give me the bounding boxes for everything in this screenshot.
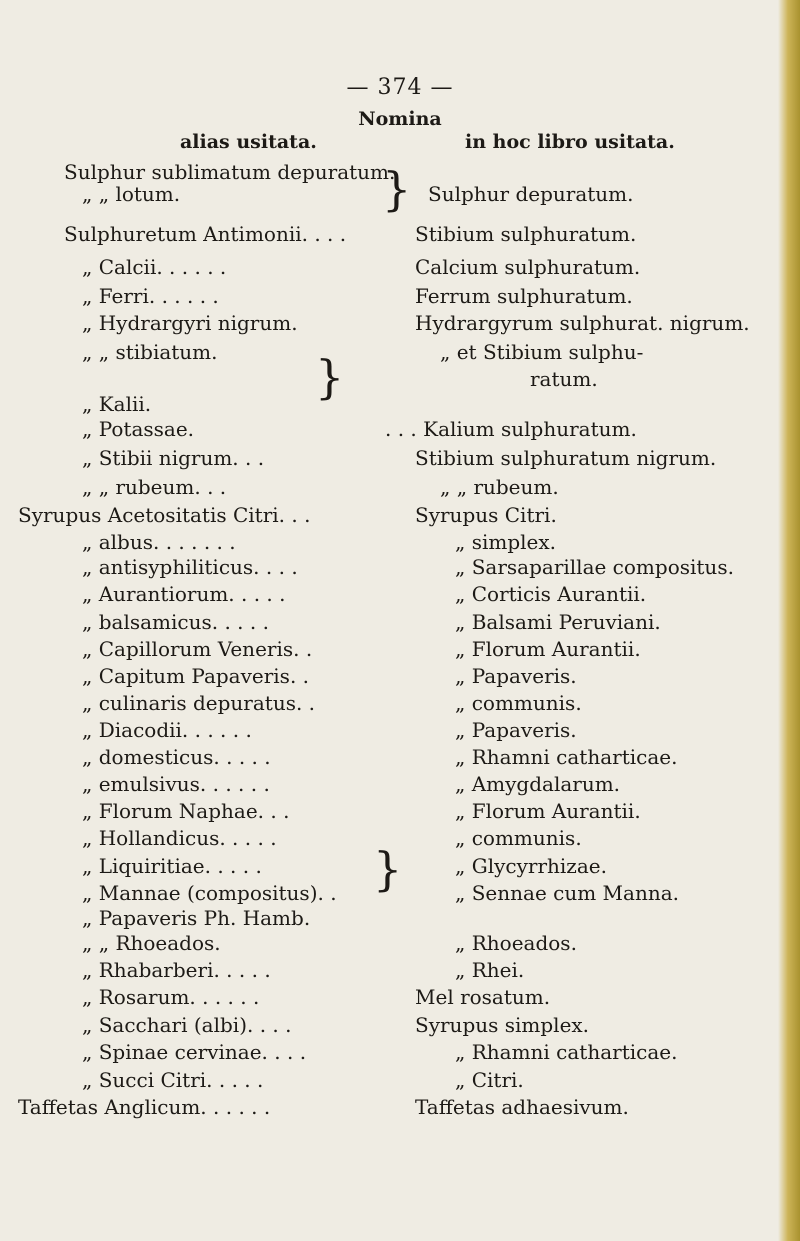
row-25-alias: „ Liquiritiae. . . . . — [82, 854, 262, 878]
row-17-alias: „ Capillorum Veneris. . — [82, 637, 313, 661]
row-25-name: „ Glycyrrhizae. — [455, 854, 607, 878]
row-19-name: „ communis. — [455, 691, 582, 715]
brace-kalii: } — [315, 350, 345, 404]
row-17-name: „ Florum Aurantii. — [455, 637, 641, 661]
row-18-name: „ Papaveris. — [455, 664, 577, 688]
row-26-name: „ Sennae cum Manna. — [455, 881, 679, 905]
row-10-name: Stibium sulphuratum nigrum. — [415, 446, 717, 470]
row-5-name: Hydrargyrum sulphurat. nigrum. — [415, 311, 750, 335]
row-22-alias: „ emulsivus. . . . . . — [82, 772, 270, 796]
brace-papaveris: } — [373, 842, 403, 896]
row-7-name: ratum. — [530, 367, 598, 391]
row-11-alias: „ „ rubeum. . . — [82, 475, 227, 499]
left-column-title: alias usitata. — [180, 131, 317, 153]
brace-sulphur: } — [382, 162, 412, 216]
page-edge — [778, 0, 800, 1241]
row-34-alias: Taffetas Anglicum. . . . . . — [18, 1095, 271, 1119]
row-12-name: Syrupus Citri. — [415, 503, 557, 527]
row-29-alias: „ Rhabarberi. . . . . — [82, 958, 271, 982]
row-23-name: „ Florum Aurantii. — [455, 799, 641, 823]
row-9-alias: „ Potassae. — [82, 417, 195, 441]
row-16-alias: „ balsamicus. . . . . — [82, 610, 269, 634]
page-number: — 374 — — [346, 75, 454, 100]
row-13-alias: „ albus. . . . . . . — [82, 530, 236, 554]
row-24-name: „ communis. — [455, 826, 582, 850]
row-34-name: Taffetas adhaesivum. — [415, 1095, 629, 1119]
row-30-name: Mel rosatum. — [415, 985, 551, 1009]
section-heading: Nomina — [358, 108, 442, 130]
row-23-alias: „ Florum Naphae. . . — [82, 799, 290, 823]
row-32-alias: „ Spinae cervinae. . . . — [82, 1040, 307, 1064]
row-2-name: Stibium sulphuratum. — [415, 222, 637, 246]
row-4-alias: „ Ferri. . . . . . — [82, 284, 219, 308]
row-3-alias: „ Calcii. . . . . . — [82, 255, 227, 279]
row-29-name: „ Rhei. — [455, 958, 525, 982]
row-1-alias: „ „ lotum. — [82, 182, 181, 206]
row-18-alias: „ Capitum Papaveris. . — [82, 664, 310, 688]
row-9-name: . . . Kalium sulphuratum. — [385, 417, 637, 441]
row-15-name: „ Corticis Aurantii. — [455, 582, 647, 606]
row-6-name: „ et Stibium sulphu- — [440, 340, 644, 364]
row-19-alias: „ culinaris depuratus. . — [82, 691, 316, 715]
row-22-name: „ Amygdalarum. — [455, 772, 621, 796]
row-21-name: „ Rhamni catharticae. — [455, 745, 678, 769]
row-24-alias: „ Hollandicus. . . . . — [82, 826, 277, 850]
row-10-alias: „ Stibii nigrum. . . — [82, 446, 265, 470]
row-13-name: „ simplex. — [455, 530, 557, 554]
row-14-name: „ Sarsaparillae compositus. — [455, 555, 734, 579]
row-8-alias: „ Kalii. — [82, 392, 152, 416]
row-11-name: „ „ rubeum. — [440, 475, 559, 499]
row-33-name: „ Citri. — [455, 1068, 524, 1092]
row-21-alias: „ domesticus. . . . . — [82, 745, 271, 769]
row-2-alias: Sulphuretum Antimonii. . . . — [64, 222, 347, 246]
row-28-alias: „ „ Rhoeados. — [82, 931, 221, 955]
row-30-alias: „ Rosarum. . . . . . — [82, 985, 260, 1009]
row-5-alias: „ Hydrargyri nigrum. — [82, 311, 298, 335]
row-20-name: „ Papaveris. — [455, 718, 577, 742]
row-3-name: Calcium sulphuratum. — [415, 255, 641, 279]
row-32-name: „ Rhamni catharticae. — [455, 1040, 678, 1064]
row-4-name: Ferrum sulphuratum. — [415, 284, 633, 308]
row-14-alias: „ antisyphiliticus. . . . — [82, 555, 298, 579]
row-1-name: Sulphur depuratum. — [428, 182, 634, 206]
row-27-alias: „ Papaveris Ph. Hamb. — [82, 906, 311, 930]
right-column-title: in hoc libro usitata. — [465, 131, 675, 153]
row-15-alias: „ Aurantiorum. . . . . — [82, 582, 286, 606]
row-12-alias: Syrupus Acetositatis Citri. . . — [18, 503, 311, 527]
row-20-alias: „ Diacodii. . . . . . — [82, 718, 252, 742]
row-6-alias: „ „ stibiatum. — [82, 340, 218, 364]
row-26-alias: „ Mannae (compositus). . — [82, 881, 337, 905]
row-0-alias: Sulphur sublimatum depuratum. — [64, 160, 396, 184]
row-28-name: „ Rhoeados. — [455, 931, 577, 955]
row-31-name: Syrupus simplex. — [415, 1013, 590, 1037]
row-16-name: „ Balsami Peruviani. — [455, 610, 661, 634]
row-31-alias: „ Sacchari (albi). . . . — [82, 1013, 292, 1037]
row-33-alias: „ Succi Citri. . . . . — [82, 1068, 264, 1092]
